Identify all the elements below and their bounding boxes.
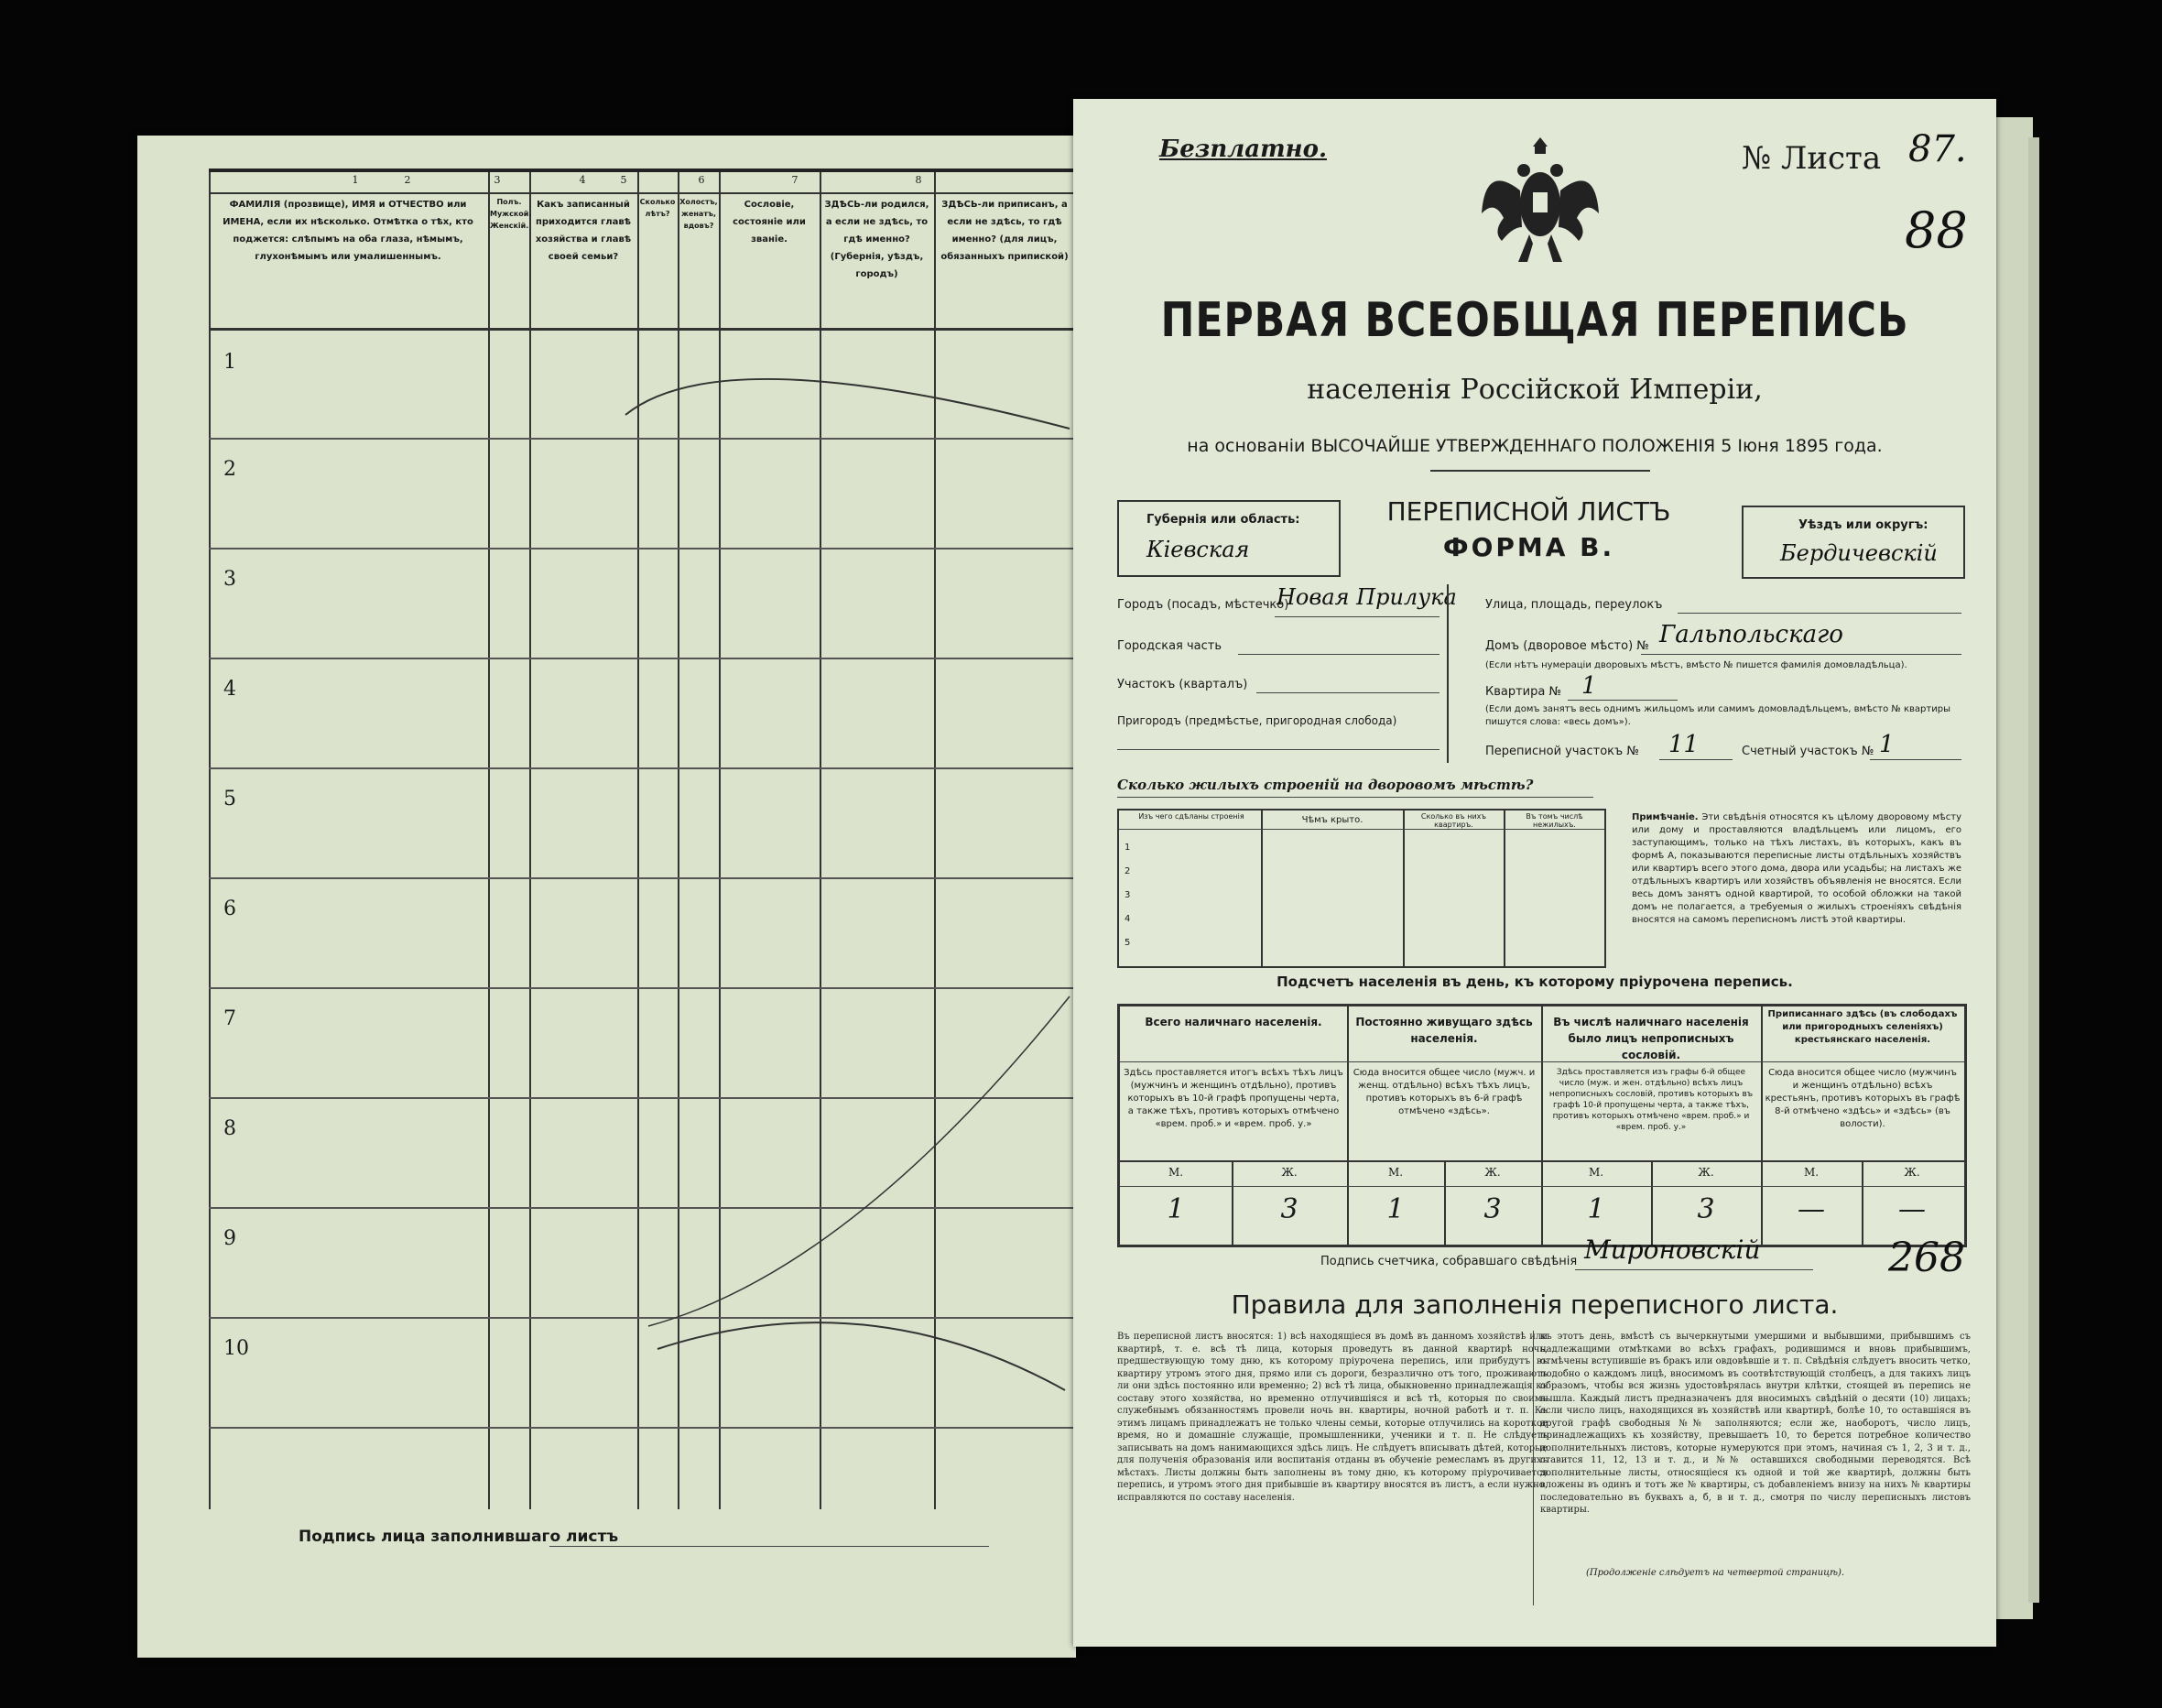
column-number: 8 xyxy=(915,174,922,186)
buildings-header: Сколько въ нихъ квартиръ. xyxy=(1420,812,1487,829)
field-line xyxy=(1117,797,1593,798)
kvartira-label: Квартира № xyxy=(1485,685,1562,699)
field-line xyxy=(1641,654,1961,655)
row-line xyxy=(1120,1061,1964,1062)
field-line xyxy=(1575,1269,1813,1270)
census-col-head: Всего наличнаго населенія. xyxy=(1145,1016,1322,1028)
column-header-name: ФАМИЛІЯ (прозвище), ИМЯ и ОТЧЕСТВО или ИМЕНА, если их нѣсколько. Отмѣтка о тѣх, кто поджется: слѣпымъ на оба глаза, нѣмымъ, глухонѣмымъ или умалишеннымъ. xyxy=(223,200,473,262)
household-table xyxy=(209,169,1076,1509)
double-headed-eagle-icon xyxy=(1476,126,1604,277)
male-label: М. xyxy=(1387,1166,1404,1179)
female-label: Ж. xyxy=(1904,1166,1920,1179)
census-title: ПЕРВАЯ ВСЕОБЩАЯ ПЕРЕПИСЬ xyxy=(1160,293,1909,348)
census-value-male: 1 xyxy=(1587,1193,1605,1225)
buildings-row-number: 1 xyxy=(1124,843,1131,853)
census-col-desc: Здѣсь проставляется изъ графы 6-й общее число (муж. и жен. отдѣльно) всѣхъ лицъ непрописныхъ сословій, противъ которыхъ въ графѣ 10-й пропущены черта, а также тѣхъ, противъ которыхъ отмѣчено «врем. проб.» и «врем. проб. у.» xyxy=(1548,1068,1754,1132)
column-number: 5 xyxy=(620,174,627,186)
census-value-female: 3 xyxy=(1280,1193,1298,1225)
buildings-row-number: 5 xyxy=(1124,938,1131,948)
kvartira-value: 1 xyxy=(1581,672,1597,700)
note-title: Примѣчаніе. xyxy=(1632,812,1699,822)
form-title-block xyxy=(1348,496,1710,562)
uezd-label: Уѣздъ или округъ: xyxy=(1798,518,1928,532)
uchastok-label: Участокъ (кварталъ) xyxy=(1117,678,1248,691)
buildings-note xyxy=(1632,811,1961,927)
rules-footer: (Продолженіе слѣдуетъ на четвертой страницѣ). xyxy=(1586,1568,1845,1578)
male-label: М. xyxy=(1588,1166,1604,1179)
perepisnoy-uchastok-value: 11 xyxy=(1668,731,1700,758)
dom-label: Домъ (дворовое мѣсто) № xyxy=(1485,639,1649,653)
prigorod-label: Пригородъ (предмѣстье, пригородная слобода) xyxy=(1117,714,1397,727)
row-number: 4 xyxy=(223,678,236,701)
row-number: 2 xyxy=(223,458,236,481)
row-number: 9 xyxy=(223,1227,236,1250)
field-line xyxy=(1117,749,1440,750)
census-col-head: Постоянно живущаго здѣсь населенія. xyxy=(1355,1016,1533,1045)
field-line xyxy=(1238,654,1440,655)
male-label: М. xyxy=(1803,1166,1820,1179)
page-edge xyxy=(1996,117,2033,1619)
sheet-number-value: 87. xyxy=(1908,128,1967,170)
field-line xyxy=(1275,616,1440,617)
female-label: Ж. xyxy=(1698,1166,1714,1179)
signature-label: Подпись лица заполнившаго листъ xyxy=(299,1528,619,1546)
counter-signature-label: Подпись счетчика, собравшаго свѣдѣнія xyxy=(1320,1255,1578,1268)
gorod-label: Городъ (посадъ, мѣстечко) xyxy=(1117,598,1289,612)
census-value-female: 3 xyxy=(1483,1193,1502,1225)
guberniya-box xyxy=(1117,500,1341,577)
column-header-relation: Какъ записанный приходится главѣ хозяйства и главѣ своей семьи? xyxy=(535,200,632,262)
buildings-row-number: 3 xyxy=(1124,890,1131,900)
column-header-sex: Полъ. Мужской. Женскій. xyxy=(490,198,532,230)
buildings-row-number: 2 xyxy=(1124,866,1131,876)
rules-right-column: къ этотъ день, вмѣстѣ съ вычеркнутыми умершими и выбывшими, прибывшимъ съ надлежащими отмѣтками во всѣхъ графахъ, родившимся и вновь прибывшимъ, отмѣчены вступившіе въ бракъ или овдовѣвшіе и т. п. Свѣдѣнія слѣдуетъ вносить четко, подобно о каждомъ лицѣ, вносимомъ въ соотвѣтствующій столбецъ, а для такихъ лицъ образомъ, чтобы вся жизнь удостовѣрялась внутри клѣтки, стоящей въ перепись не вышла. Каждый листъ предназначенъ для вносимыхъ свѣдѣній о десяти (10) лицахъ; если число лицъ, находящихся въ хозяйствѣ или квартирѣ, болѣе 10, то оставшіяся въ другой графѣ свободныя №№ заполняются; если же, наоборотъ, число лицъ, принадлежащихъ къ хозяйству, превышаетъ 10, то берется потребное количество дополнительныхъ листовъ, которые нумеруются при этомъ, начиная съ 1, 2, 3 и т. д., ставится 11, 12, 13 и т. д., и №№ оставшихся свободными переводятся. Всѣ дополнительные листы, относящіеся къ одной и той же квартирѣ, должны быть вложены въ одинъ и тотъ же № квартиры, съ добавленіемъ внизу на нихъ № квартиры последовательно въ буквахъ а, б, в и т. д., смотря по числу переписныхъ листовъ квартиры. xyxy=(1540,1332,1971,1515)
page-edge xyxy=(2028,137,2039,1603)
perepisnoy-uchastok-label: Переписной участокъ № xyxy=(1485,745,1639,758)
column-border xyxy=(1261,810,1263,966)
signature-line xyxy=(549,1546,989,1547)
kvartira-note: (Если домъ занятъ весь однимъ жильцомъ или самимъ домовладѣльцемъ, вмѣсто № квартиры пишутся слова: «весь домъ»). xyxy=(1485,704,1950,727)
rules-divider xyxy=(1533,1331,1534,1605)
form-title: ПЕРЕПИСНОЙ ЛИСТЪ xyxy=(1386,496,1671,527)
male-label: М. xyxy=(1168,1166,1184,1179)
census-value-male: — xyxy=(1798,1193,1825,1225)
row-line xyxy=(1120,1186,1964,1187)
guberniya-label: Губернія или область: xyxy=(1146,513,1300,527)
field-line xyxy=(1659,759,1733,760)
buildings-header: Въ томъ числѣ нежилыхъ. xyxy=(1526,812,1583,829)
column-number: 6 xyxy=(698,174,705,186)
column-header-estate: Сословіе, состояніе или званіе. xyxy=(733,200,806,245)
uezd-value: Бердичевскій xyxy=(1780,540,1938,566)
buildings-header: Чѣмъ крыто. xyxy=(1301,815,1363,825)
census-value-male: 1 xyxy=(1167,1193,1185,1225)
female-label: Ж. xyxy=(1484,1166,1501,1179)
gorod-value: Новая Прилука xyxy=(1277,584,1457,610)
row-line xyxy=(1119,829,1604,830)
column-header-birthplace: ЗДѢСЬ-ли родился, а если не здѣсь, то гдѣ именно? (Губернія, уѣздъ, городъ) xyxy=(824,200,929,279)
row-number: 3 xyxy=(223,568,236,591)
column-header-registration: ЗДѢСЬ-ли приписанъ, а если не здѣсь, то гдѣ именно? (для лицъ, обязанныхъ припиской) xyxy=(940,200,1069,262)
sheet-number-label: № Листа xyxy=(1742,140,1882,177)
sheet-number-corrected: 88 xyxy=(1905,201,1968,259)
census-col-desc: Сюда вносится общее число (мужчинъ и женщинъ отдѣльно) всѣхъ крестьянъ, противъ которыхъ въ графѣ 8-й отмѣчено «здѣсь» и «здѣсь» (въ волости). xyxy=(1765,1068,1961,1129)
guberniya-value: Кіевская xyxy=(1146,537,1250,562)
census-value-female: 3 xyxy=(1697,1193,1715,1225)
column-border xyxy=(1504,810,1505,966)
field-line xyxy=(1870,759,1961,760)
dom-value: Гальпольскаго xyxy=(1659,621,1843,648)
field-line xyxy=(1568,700,1678,701)
column-border xyxy=(1403,810,1405,966)
buildings-row-number: 4 xyxy=(1124,914,1131,924)
buildings-table xyxy=(1117,809,1606,968)
census-basis: на основаніи ВЫСОЧАЙШЕ УТВЕРЖДЕННАГО ПОЛОЖЕНІЯ 5 Іюня 1895 года. xyxy=(1187,436,1883,456)
row-number: 8 xyxy=(223,1117,236,1140)
note-text: Эти свѣдѣнія относятся къ цѣлому дворовому мѣсту или дому и проставляются владѣльцемъ или лицомъ, его заступающимъ, только на тѣхъ листахъ, въ которыхъ, какъ въ формѣ А, показываются переписные листы отдѣльныхъ хозяйствъ или квартиръ всего этого дома, двора или усадьбы; на листахъ же отдѣльныхъ квартиръ или хозяйствъ объявленія не вносятся. Если весь домъ занятъ одной квартирой, то особой обложки на такой домъ не полагается, а требуемыя о жилыхъ строеніяхъ свѣдѣнія вносятся на самомъ переписномъ листѣ этой квартиры. xyxy=(1632,812,1961,925)
hand-number: 268 xyxy=(1888,1235,1965,1281)
free-label: Безплатно. xyxy=(1159,136,1327,163)
form-subtitle: ФОРМА В. xyxy=(1442,532,1615,562)
uezd-box xyxy=(1742,506,1965,579)
column-number: 4 xyxy=(579,174,586,186)
row-number: 7 xyxy=(223,1007,236,1030)
hand-strokes xyxy=(209,172,1076,1509)
field-line xyxy=(1678,613,1961,614)
dom-note: (Если нѣтъ нумераціи дворовыхъ мѣстъ, вмѣсто № пишется фамилія домовладѣльца). xyxy=(1485,660,1907,670)
left-page xyxy=(137,136,1076,1658)
column-number: 7 xyxy=(791,174,799,186)
census-subtitle: населенія Россійской Имперіи, xyxy=(1307,374,1763,406)
gorodskaya-chast-label: Городская часть xyxy=(1117,639,1222,653)
row-number: 6 xyxy=(223,898,236,920)
census-count-title: Подсчетъ населенія въ день, къ которому пріурочена перепись. xyxy=(1277,974,1793,990)
column-header-age: Сколько лѣтъ? xyxy=(639,198,676,218)
census-value-female: — xyxy=(1898,1193,1926,1225)
census-col-desc: Сюда вносится общее число (мужч. и женщ. отдѣльно) всѣхъ тѣхъ лицъ, противъ которыхъ въ 6-й графѣ отмѣчено «здѣсь». xyxy=(1353,1068,1536,1116)
rules-title: Правила для заполненія переписного листа. xyxy=(1231,1289,1839,1320)
rules-left-column: Въ переписной листъ вносятся: 1) всѣ находящіеся въ домѣ въ данномъ хозяйствѣ или квартирѣ, т. е. всѣ тѣ лица, которыя проведутъ въ данной квартирѣ ночь, предшествующую тому дню, къ которому пріурочена перепись, или прибудутъ въ квартиру утромъ этого дня, прямо или съ дороги, безразлично отъ того, проживаютъ ли они здѣсь постоянно или временно; 2) всѣ тѣ лица, обыкновенно принадлежащія къ составу этого хозяйства, но временно отлучившіяся и всѣ тѣ, которыя по своимъ служебнымъ обязанностямъ провели ночь вн. квартиры, ночной работѣ и т. п. Къ этимъ лицамъ принадлежатъ не только члены семьи, которые отлучились на короткое время, но и домашніе служащіе, промышленники, ученики и т. п. Не слѣдуетъ записывать на домъ нанимающихся здѣсь лицъ. Не слѣдуетъ вписывать дѣтей, которые для полученія образованія или воспитанія отданы въ обученіе ремесламъ въ другихъ мѣстахъ. Листы должны быть заполнены въ тому дню, къ которому пріурочивается перепись, и утромъ этого дня прибывшіе въ квартиру вносятся въ листъ, а если нужно, исправляются по составу населенія. xyxy=(1117,1332,1548,1503)
female-label: Ж. xyxy=(1281,1166,1298,1179)
ulitsa-label: Улица, площадь, переулокъ xyxy=(1485,598,1663,612)
census-count-table xyxy=(1117,1004,1967,1247)
schetny-uchastok-label: Счетный участокъ № xyxy=(1742,745,1874,758)
row-number: 1 xyxy=(223,351,236,374)
right-page xyxy=(1073,99,1996,1647)
census-col-desc: Здѣсь проставляется итогъ всѣхъ тѣхъ лицъ (мужчинъ и женщинъ отдѣльно), противъ которыхъ въ 10-й графѣ пропущены черта, а также тѣхъ, противъ которыхъ отмѣчено «врем. проб.» и «врем. проб. у.» xyxy=(1124,1068,1343,1129)
address-divider xyxy=(1447,584,1449,763)
column-number: 1 xyxy=(352,174,359,186)
census-col-head: Приписаннаго здѣсь (въ слободахъ или пригородныхъ селеніяхъ) крестьянскаго населенія. xyxy=(1767,1009,1958,1045)
column-number: 2 xyxy=(404,174,411,186)
census-col-head: Въ числѣ наличнаго населенія было лицъ непрописныхъ сословій. xyxy=(1553,1016,1749,1061)
column-number: 3 xyxy=(494,174,501,186)
row-number: 5 xyxy=(223,788,236,810)
buildings-header: Изъ чего сдѣланы строенія xyxy=(1138,812,1244,821)
row-number: 10 xyxy=(223,1337,249,1360)
schetny-uchastok-value: 1 xyxy=(1879,731,1895,758)
field-line xyxy=(1256,692,1440,693)
column-header-marital: Холостъ, женатъ, вдовъ? xyxy=(679,198,718,230)
counter-signature-value: Мироновскій xyxy=(1584,1235,1761,1265)
buildings-question: Сколько жилыхъ строеній на дворовомъ мѣстѣ? xyxy=(1117,777,1534,793)
census-value-male: 1 xyxy=(1386,1193,1405,1225)
row-line xyxy=(1120,1160,1964,1162)
divider xyxy=(1430,470,1650,472)
